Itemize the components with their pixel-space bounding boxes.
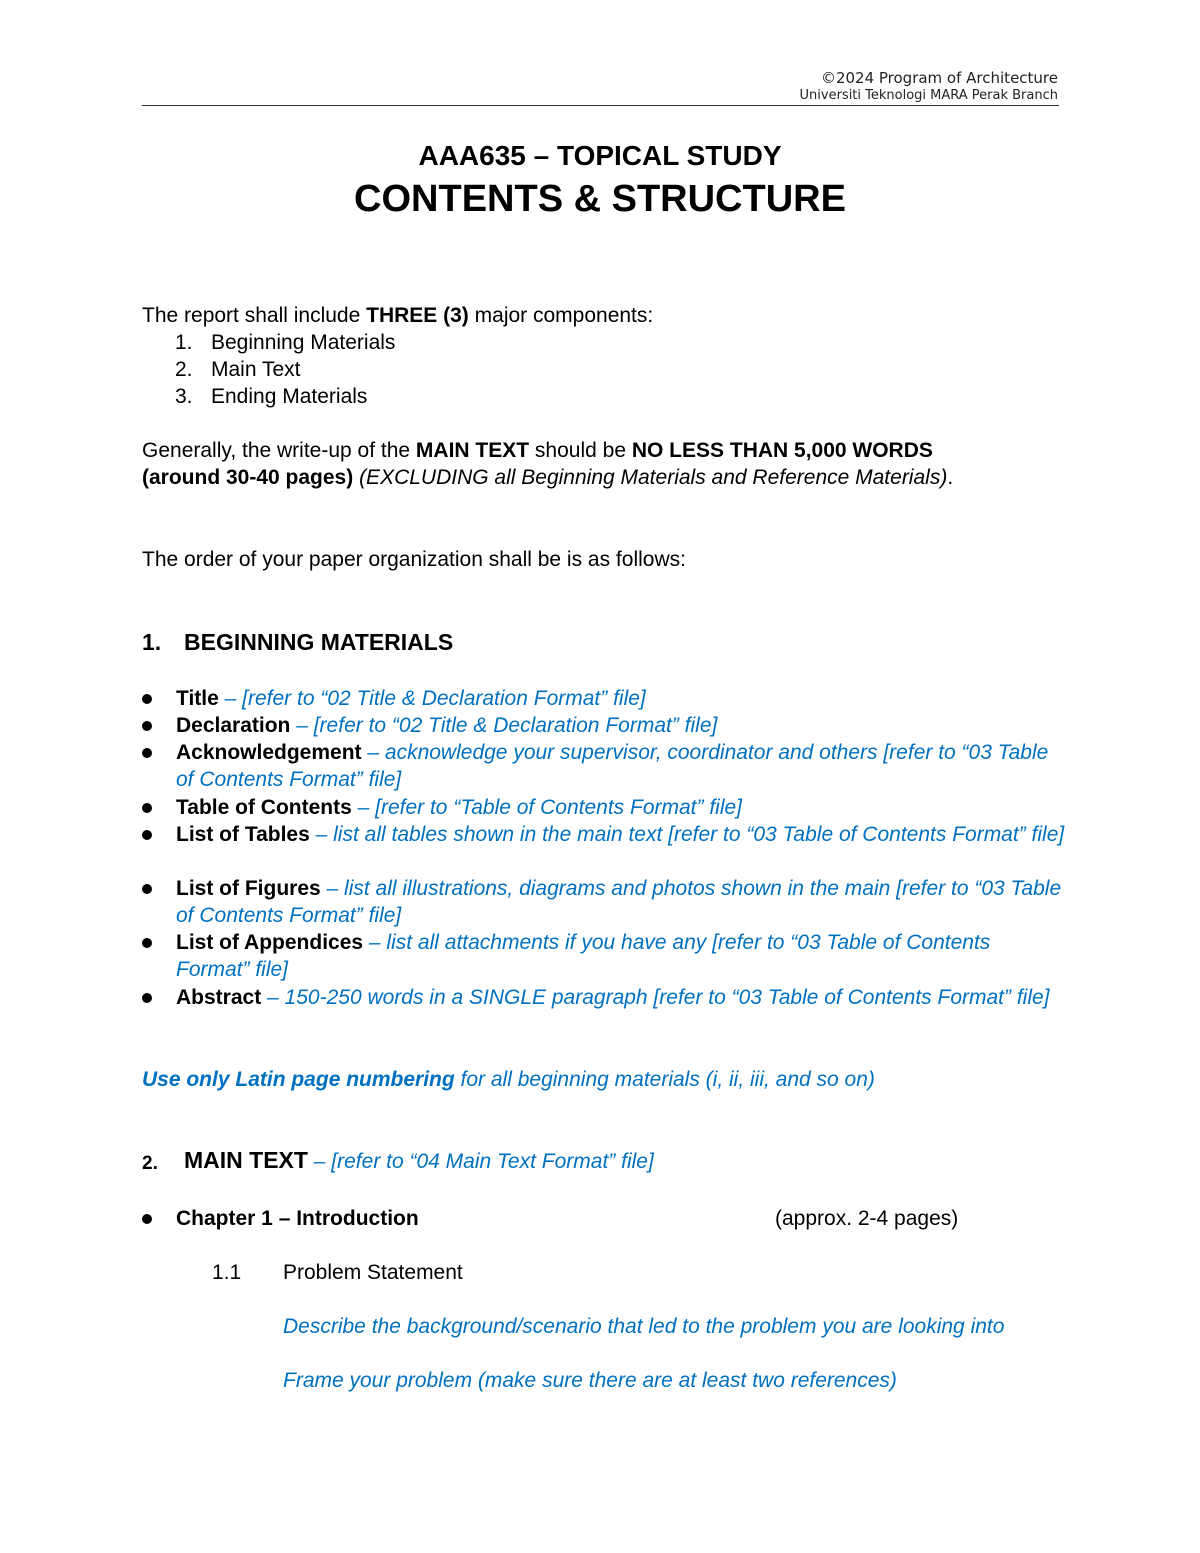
- bullet-icon: [142, 993, 152, 1003]
- subsection-title: Problem Statement: [283, 1261, 463, 1284]
- bullet-icon: [142, 803, 152, 813]
- header-rule: [142, 105, 1059, 106]
- order-paragraph: The order of your paper organization shall be is as follows:: [142, 548, 686, 571]
- beginning-item-acknowledgement: Acknowledgement – acknowledge your supervisor, coordinator and others [refer to “03 Table of Contents Format” file]: [176, 741, 1049, 791]
- bullet-icon: [142, 938, 152, 948]
- section1-number: 1.: [142, 629, 162, 655]
- chapter1-pages: (approx. 2-4 pages): [775, 1207, 959, 1230]
- general-paragraph: Generally, the write-up of the MAIN TEXT should be NO LESS THAN 5,000 WORDS (around 30-40 pages) (EXCLUDING all Beginning Materials and Reference Materials).: [142, 439, 954, 489]
- guidance-describe: Describe the background/scenario that led to the problem you are looking into: [283, 1315, 1005, 1338]
- chapter1-title: Chapter 1 – Introduction: [176, 1207, 419, 1230]
- section2-number: 2.: [142, 1153, 158, 1174]
- component-number: 3.: [175, 385, 193, 408]
- bullet-icon: [142, 830, 152, 840]
- header-copyright: ©2024 Program of Architecture: [820, 69, 1058, 87]
- bullet-icon: [142, 1214, 152, 1224]
- beginning-item-toc: Table of Contents – [refer to “Table of Contents Format” file]: [176, 796, 743, 819]
- document-title: CONTENTS & STRUCTURE: [354, 178, 846, 220]
- page-numbering-note: Use only Latin page numbering for all beginning materials (i, ii, iii, and so on): [142, 1068, 875, 1091]
- component-number: 2.: [175, 358, 193, 381]
- component-label: Beginning Materials: [211, 331, 396, 354]
- component-label: Ending Materials: [211, 385, 368, 408]
- beginning-item-title: Title – [refer to “02 Title & Declaration Format” file]: [176, 687, 646, 710]
- subsection-number: 1.1: [212, 1261, 242, 1284]
- bullet-icon: [142, 884, 152, 894]
- component-label: Main Text: [211, 358, 301, 381]
- course-title: AAA635 – TOPICAL STUDY: [418, 140, 782, 171]
- beginning-item-figures: List of Figures – list all illustrations, diagrams and photos shown in the main [refer to “03 Table of Contents Format” file]: [176, 877, 1062, 927]
- intro-paragraph: The report shall include THREE (3) major components:: [142, 304, 654, 327]
- beginning-item-declaration: Declaration – [refer to “02 Title & Declaration Format” file]: [176, 714, 718, 737]
- bullet-icon: [142, 694, 152, 704]
- guidance-frame: Frame your problem (make sure there are at least two references): [283, 1369, 897, 1392]
- header-institution: Universiti Teknologi MARA Perak Branch: [799, 88, 1058, 103]
- beginning-item-abstract: Abstract – 150-250 words in a SINGLE paragraph [refer to “03 Table of Contents Format” file]: [176, 986, 1050, 1009]
- beginning-item-appendices: List of Appendices – list all attachments if you have any [refer to “03 Table of Contents Format” file]: [176, 931, 991, 981]
- beginning-item-tables: List of Tables – list all tables shown in the main text [refer to “03 Table of Contents Format” file]: [176, 823, 1065, 846]
- bullet-icon: [142, 721, 152, 731]
- section1-heading: BEGINNING MATERIALS: [184, 629, 454, 655]
- bullet-icon: [142, 748, 152, 758]
- component-number: 1.: [175, 331, 193, 354]
- section2-heading: MAIN TEXT – [refer to “04 Main Text Format” file]: [184, 1147, 654, 1173]
